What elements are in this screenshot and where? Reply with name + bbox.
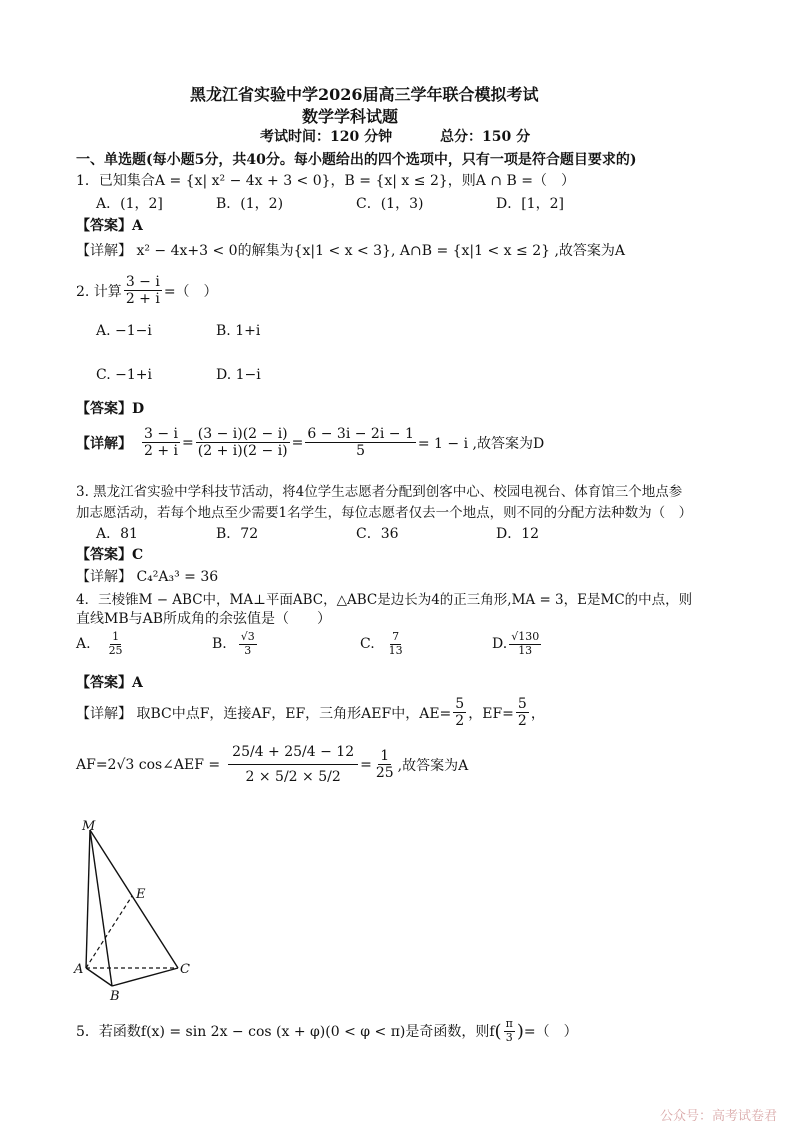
q4-detail-tail: ,故答案为A	[397, 757, 469, 774]
edge-mb	[90, 830, 112, 986]
q4-option-d-num: √130	[511, 630, 540, 643]
q4-ae-den: 2	[455, 713, 465, 730]
q2-detail-frac3-den: 5	[356, 443, 366, 460]
q3-detail: 【详解】 C₄²A₃³ = 36	[76, 569, 219, 585]
q1-stem: 1．已知集合A = {x| x² − 4x + 3 < 0}，B = {x| x ≤ 2}，则A ∩ B =（ ）	[76, 173, 575, 189]
q4-ef-den: 2	[517, 713, 527, 730]
q4-detail-line2: AF=2√3 cos∠AEF = $\frac{25/4 + 25/4 - 12}{2 \times 5/2 \times 5/2}$ = $\frac{1}{25}$ ,故答案为A	[76, 740, 468, 789]
q1-detail: 【详解】 x² − 4x+3 < 0的解集为{x|1 < x < 3}, A∩B = {x|1 < x ≤ 2} ,故答案为A	[76, 243, 626, 259]
q2-detail-frac2-num: (3 − i)(2 − i)	[197, 426, 288, 442]
q4-option-b-label: B.	[212, 636, 227, 653]
q4-option-b-den: 3	[244, 643, 252, 657]
q4-option-b	[212, 631, 259, 657]
q2-detail-frac3-num: 6 − 3i − 2i − 1	[307, 426, 414, 442]
q4-stem-line2: 直线MB与AB所成角的余弦值是（ ）	[76, 611, 332, 627]
q2-fraction-num: 3 − i	[125, 274, 160, 290]
edge-mc	[90, 830, 178, 968]
q4-option-c-num: 7	[392, 630, 400, 643]
q5-stem: 5．若函数f(x) = sin 2x − cos (x + φ)(0 < φ < π)是奇函数，则f ( $\frac{\pi}{3}$ ) =（ ）	[76, 1017, 578, 1044]
q4-option-a	[76, 631, 127, 657]
edge-bc	[112, 968, 178, 986]
q4-option-a-label: A.	[76, 636, 91, 653]
q5-stem-text: 5．若函数f(x) = sin 2x − cos (x + φ)(0 < φ < π)是奇函数，则f	[76, 1024, 495, 1041]
label-b: B	[110, 989, 120, 1004]
q4-option-d-den: 13	[518, 643, 533, 657]
q2-option-d: D. 1−i	[216, 367, 261, 383]
watermark: 公众号：高考试卷君	[660, 1109, 778, 1124]
q5-arg-den: 3	[505, 1030, 513, 1044]
q4-option-c-label: C.	[360, 636, 375, 653]
q4-ef-tail: ，	[530, 705, 545, 722]
q2-detail-frac1	[142, 426, 180, 459]
q1-option-d: D．[1，2]	[496, 196, 564, 212]
total-score: 总分：150 分	[440, 129, 531, 145]
q2-detail-label: 【详解】	[76, 435, 132, 452]
q2-fraction-den: 2 + i	[125, 291, 160, 308]
section-heading: 一、单选题(每小题5分，共40分。每小题给出的四个选项中，只有一项是符合题目要求的)	[76, 152, 637, 168]
edge-ab	[86, 968, 112, 986]
q5-arg-num: π	[505, 1017, 513, 1030]
q3-option-c: C．36	[356, 526, 399, 542]
q2-detail: 【详解】 $\frac{3 - i}{2 + i}$ = $\frac{(3 - i)(2 - i)}{(2 + i)(2 - i)}$ = $\frac{6 - 3i - 2i - 1}{5}$ = 1 − i ,故答案为D	[76, 426, 545, 460]
q3-stem-line1: 3. 黑龙江省实验中学科技节活动，将4位学生志愿者分配到创客中心、校园电视台、体育馆三个地点参	[76, 484, 683, 500]
edge-ae-hidden	[86, 896, 132, 968]
exam-time: 考试时间：120 分钟	[260, 129, 393, 145]
q4-detail-text: 【详解】 取BC中点F，连接AF，EF，三角形AEF中，AE=	[76, 705, 452, 722]
q3-option-d: D．12	[496, 526, 540, 542]
q3-stem-line2: 加志愿活动，若每个地点至少需要1名学生，每位志愿者仅去一个地点，则不同的分配方法种数为（ ）	[76, 505, 693, 521]
q2-detail-tail: = 1 − i ,故答案为D	[417, 435, 545, 452]
q4-option-a-den: 25	[108, 643, 123, 657]
q3-option-b: B．72	[216, 526, 259, 542]
q3-answer: 【答案】C	[76, 547, 144, 563]
label-m: M	[82, 819, 96, 834]
q4-stem-line1: 4．三棱锥M − ABC中，MA⊥平面ABC，△ABC是边长为4的正三角形,MA = 3，E是MC的中点，则	[76, 592, 693, 608]
q4-option-d-label: D.	[492, 636, 508, 653]
q2-detail-frac2	[196, 426, 290, 459]
q2-stem-prefix: 2. 计算	[76, 283, 122, 300]
q2-stem-suffix: =（ ）	[163, 283, 218, 300]
q1-answer: 【答案】A	[76, 218, 143, 234]
q4-cos-den: 2 × 5/2 × 5/2	[245, 769, 341, 786]
q4-ef-num: 5	[517, 696, 527, 712]
subject-title: 数学学科试题	[302, 107, 399, 126]
q4-option-c	[360, 631, 407, 657]
q2-detail-frac1-den: 2 + i	[144, 443, 179, 460]
edge-ma	[86, 830, 90, 968]
q2-stem	[76, 274, 218, 307]
q2-answer: 【答案】D	[76, 401, 145, 417]
q4-ef-label: ，EF=	[468, 705, 514, 722]
q4-af-label: AF=2√3 cos∠AEF =	[76, 756, 221, 773]
exam-title: 黑龙江省实验中学2026届高三学年联合模拟考试	[190, 85, 539, 104]
q4-cos-num: 25/4 + 25/4 − 12	[228, 740, 358, 765]
q4-option-a-num: 1	[112, 630, 120, 643]
q4-result-den: 25	[375, 765, 394, 782]
q1-option-c: C．(1，3)	[356, 196, 424, 212]
label-a: A	[74, 962, 84, 977]
q4-ae-num: 5	[455, 696, 465, 712]
q5-stem-tail: =（ ）	[523, 1024, 578, 1041]
q4-answer: 【答案】A	[76, 675, 143, 691]
q2-detail-frac3	[305, 426, 415, 459]
q4-result-num: 1	[380, 748, 390, 764]
pyramid-figure	[70, 818, 210, 1008]
label-e: E	[136, 887, 146, 902]
q2-option-a: A. −1−i	[96, 323, 152, 339]
q2-option-b: B. 1+i	[216, 323, 261, 339]
q4-option-c-den: 13	[388, 643, 403, 657]
label-c: C	[180, 962, 190, 977]
q4-detail-line1	[76, 696, 545, 729]
q3-option-a: A．81	[96, 526, 138, 542]
q4-option-b-num: √3	[240, 630, 255, 643]
q4-option-d	[492, 631, 543, 657]
q1-option-b: B．(1，2)	[216, 196, 284, 212]
q1-option-a: A．(1，2]	[96, 196, 163, 212]
q2-detail-frac1-num: 3 − i	[144, 426, 179, 442]
q2-detail-frac2-den: (2 + i)(2 − i)	[197, 443, 288, 460]
q2-option-c: C. −1+i	[96, 367, 152, 383]
q2-fraction	[124, 274, 162, 307]
